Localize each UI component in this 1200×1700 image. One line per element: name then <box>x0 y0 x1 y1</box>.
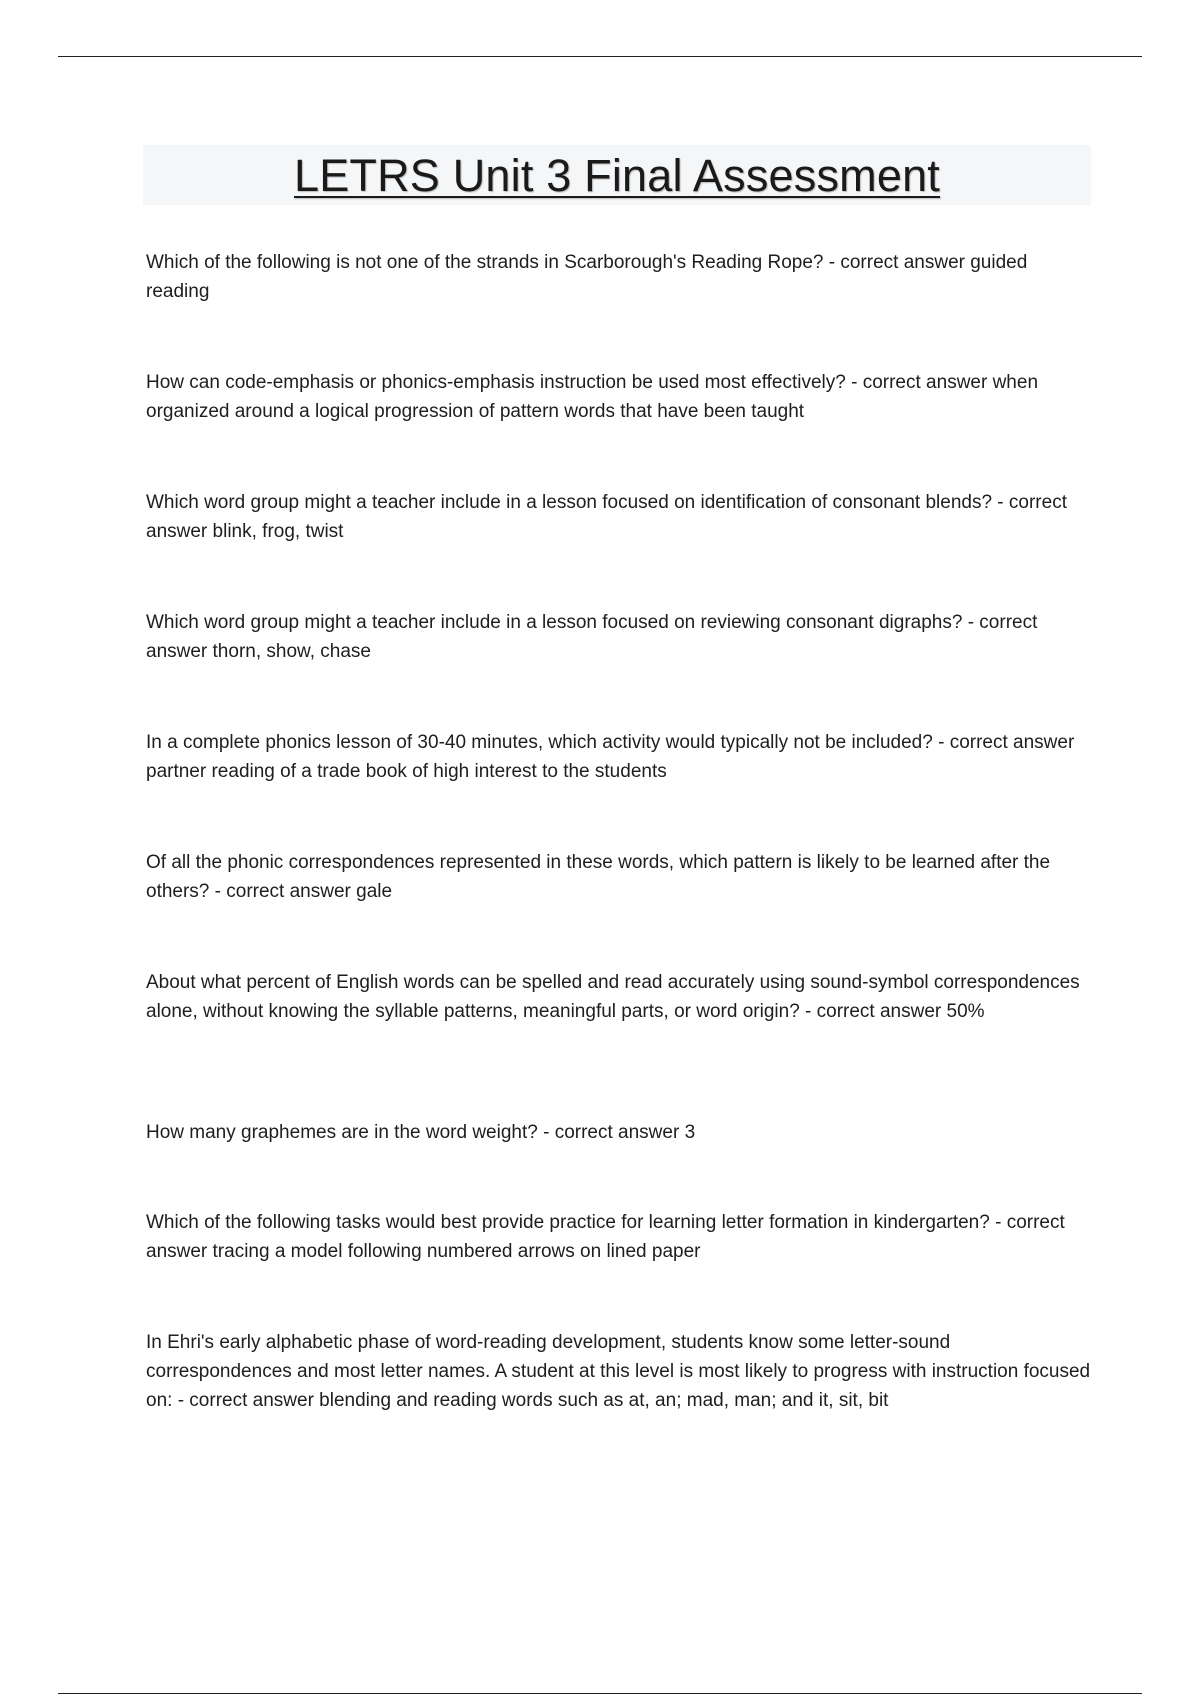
qa-item-4: Which word group might a teacher include in a lesson focused on reviewing consonant digraphs? - correct answer thorn, show, chase <box>146 612 1038 662</box>
document-title: LETRS Unit 3 Final Assessment <box>293 149 941 201</box>
qa-item-7: About what percent of English words can be spelled and read accurately using sound-symbol correspondences alone, without knowing the syllable patterns, meaningful parts, or word origin? - correct answer 50% <box>146 972 1080 1022</box>
qa-item-6: Of all the phonic correspondences represented in these words, which pattern is likely to be learned after the others? - correct answer gale <box>146 852 1051 902</box>
qa-item-1: Which of the following is not one of the strands in Scarborough's Reading Rope? - correct answer guided reading <box>146 252 1028 302</box>
qa-item-8: How many graphemes are in the word weight? - correct answer 3 <box>146 1122 696 1143</box>
qa-item-5: In a complete phonics lesson of 30-40 minutes, which activity would typically not be included? - correct answer partner reading of a trade book of high interest to the students <box>146 732 1075 782</box>
qa-item-9: Which of the following tasks would best provide practice for learning letter formation in kindergarten? - correct answer tracing a model following numbered arrows on lined paper <box>146 1212 1065 1262</box>
qa-item-2: How can code-emphasis or phonics-emphasis instruction be used most effectively? - correct answer when organized around a logical progression of pattern words that have been taught <box>146 372 1039 422</box>
top-divider <box>58 56 1142 57</box>
title-banner <box>143 145 1091 205</box>
bottom-divider <box>58 1693 1142 1694</box>
qa-item-3: Which word group might a teacher include in a lesson focused on identification of consonant blends? - correct answer blink, frog, twist <box>146 492 1067 542</box>
qa-item-10: In Ehri's early alphabetic phase of word-reading development, students know some letter-sound correspondences and most letter names. A student at this level is most likely to progress with instruction focused on: - correct answer blending and reading words such as at, an; mad, man; and it, sit, bit <box>146 1332 1091 1411</box>
